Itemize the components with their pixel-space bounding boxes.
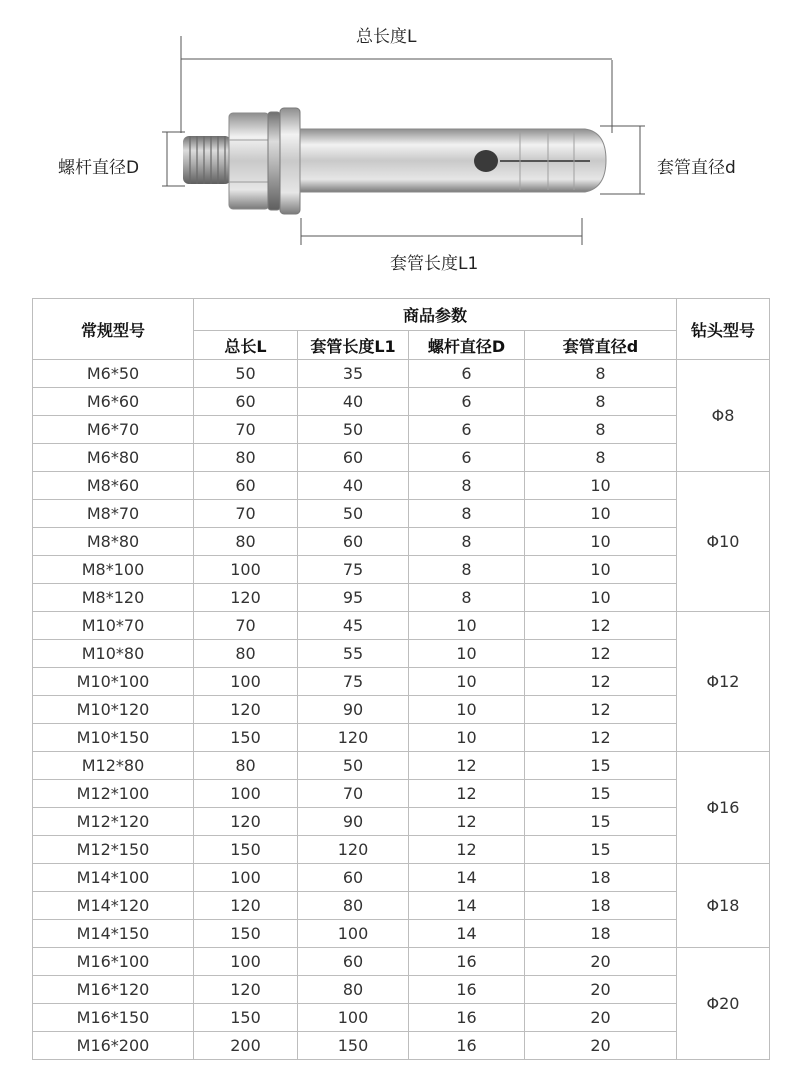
model-cell: M6*50 [33, 360, 194, 388]
drill-cell: Φ8 [677, 360, 770, 472]
sleeve-length-cell: 75 [298, 556, 409, 584]
sleeve-length-cell: 40 [298, 388, 409, 416]
screw-diameter-cell: 14 [409, 864, 525, 892]
table-row [33, 1004, 770, 1032]
sleeve-diameter-cell: 15 [525, 836, 677, 864]
sleeve-diameter-cell: 12 [525, 668, 677, 696]
sleeve-length-cell: 100 [298, 1004, 409, 1032]
screw-diameter-cell: 10 [409, 724, 525, 752]
sleeve-length-cell: 60 [298, 528, 409, 556]
sleeve-diameter-cell: 8 [525, 360, 677, 388]
sleeve-diameter-cell: 12 [525, 640, 677, 668]
model-cell: M10*70 [33, 612, 194, 640]
sleeve-diameter-cell: 20 [525, 948, 677, 976]
sleeve-length-cell: 120 [298, 836, 409, 864]
total-length-cell: 80 [194, 640, 298, 668]
total-length-cell: 60 [194, 388, 298, 416]
drill-cell: Φ10 [677, 472, 770, 612]
total-length-cell: 70 [194, 416, 298, 444]
header-sleeve-diameter: 套管直径d [525, 331, 677, 360]
sleeve-length-cell: 60 [298, 444, 409, 472]
sleeve-length-cell: 150 [298, 1032, 409, 1060]
screw-diameter-cell: 10 [409, 668, 525, 696]
sleeve-length-cell: 80 [298, 976, 409, 1004]
sleeve-diameter-cell: 12 [525, 724, 677, 752]
table-row [33, 752, 770, 780]
model-cell: M10*150 [33, 724, 194, 752]
sleeve-length-label: 套管长度L1 [390, 254, 479, 274]
header-drill: 钻头型号 [677, 299, 770, 360]
table-row [33, 360, 770, 388]
screw-diameter-cell: 12 [409, 752, 525, 780]
screw-diameter-cell: 12 [409, 836, 525, 864]
sleeve-length-cell: 55 [298, 640, 409, 668]
total-length-cell: 100 [194, 864, 298, 892]
sleeve-diameter-cell: 10 [525, 528, 677, 556]
table-row [33, 976, 770, 1004]
screw-diameter-cell: 8 [409, 584, 525, 612]
sleeve-length-cell: 60 [298, 948, 409, 976]
total-length-cell: 50 [194, 360, 298, 388]
total-length-cell: 80 [194, 752, 298, 780]
sleeve-diameter-cell: 10 [525, 556, 677, 584]
table-row [33, 444, 770, 472]
model-cell: M8*60 [33, 472, 194, 500]
screw-diameter-cell: 6 [409, 360, 525, 388]
screw-diameter-cell: 16 [409, 976, 525, 1004]
table-row [33, 696, 770, 724]
drill-cell: Φ16 [677, 752, 770, 864]
model-cell: M12*100 [33, 780, 194, 808]
total-length-cell: 70 [194, 500, 298, 528]
sleeve-diameter-cell: 18 [525, 892, 677, 920]
total-length-cell: 120 [194, 808, 298, 836]
sleeve-diameter-cell: 15 [525, 780, 677, 808]
model-cell: M16*150 [33, 1004, 194, 1032]
sleeve-length-cell: 90 [298, 808, 409, 836]
table-row [33, 808, 770, 836]
total-length-cell: 150 [194, 836, 298, 864]
sleeve-diameter-cell: 15 [525, 808, 677, 836]
total-length-label: 总长度L [356, 27, 417, 47]
sleeve-length-cell: 90 [298, 696, 409, 724]
screw-diameter-cell: 14 [409, 920, 525, 948]
total-length-cell: 80 [194, 444, 298, 472]
table-row [33, 388, 770, 416]
table-row [33, 528, 770, 556]
model-cell: M12*120 [33, 808, 194, 836]
table-row [33, 892, 770, 920]
screw-diameter-cell: 16 [409, 1032, 525, 1060]
header-sleeve-length: 套管长度L1 [298, 331, 409, 360]
model-cell: M12*150 [33, 836, 194, 864]
screw-diameter-cell: 8 [409, 500, 525, 528]
screw-diameter-cell: 16 [409, 1004, 525, 1032]
sleeve-length-cell: 75 [298, 668, 409, 696]
table-row [33, 640, 770, 668]
header-total-length: 总长L [194, 331, 298, 360]
sleeve-length-cell: 40 [298, 472, 409, 500]
table-row [33, 864, 770, 892]
table-row [33, 920, 770, 948]
total-length-cell: 150 [194, 920, 298, 948]
screw-diameter-label: 螺杆直径D [58, 158, 140, 178]
drill-cell: Φ18 [677, 864, 770, 948]
total-length-cell: 100 [194, 948, 298, 976]
screw-diameter-cell: 8 [409, 556, 525, 584]
model-cell: M10*120 [33, 696, 194, 724]
sleeve-diameter-cell: 12 [525, 612, 677, 640]
screw-diameter-cell: 10 [409, 696, 525, 724]
model-cell: M8*120 [33, 584, 194, 612]
table-row [33, 1032, 770, 1060]
total-length-cell: 150 [194, 724, 298, 752]
sleeve-length-cell: 45 [298, 612, 409, 640]
screw-diameter-cell: 14 [409, 892, 525, 920]
table-row [33, 556, 770, 584]
total-length-cell: 100 [194, 668, 298, 696]
table-row [33, 472, 770, 500]
table-row [33, 500, 770, 528]
header-row-group [33, 299, 770, 331]
model-cell: M16*120 [33, 976, 194, 1004]
model-cell: M8*70 [33, 500, 194, 528]
sleeve-length-cell: 80 [298, 892, 409, 920]
screw-diameter-cell: 6 [409, 388, 525, 416]
sleeve-diameter-cell: 20 [525, 1032, 677, 1060]
table-row [33, 780, 770, 808]
total-length-cell: 60 [194, 472, 298, 500]
spec-table-body [33, 360, 770, 1060]
screw-diameter-cell: 6 [409, 416, 525, 444]
sleeve-length-cell: 70 [298, 780, 409, 808]
model-cell: M8*80 [33, 528, 194, 556]
screw-diameter-cell: 10 [409, 640, 525, 668]
drill-cell: Φ20 [677, 948, 770, 1060]
total-length-cell: 150 [194, 1004, 298, 1032]
model-cell: M6*70 [33, 416, 194, 444]
total-length-cell: 100 [194, 556, 298, 584]
sleeve-diameter-cell: 20 [525, 976, 677, 1004]
model-cell: M16*100 [33, 948, 194, 976]
total-length-cell: 70 [194, 612, 298, 640]
sleeve-diameter-cell: 18 [525, 864, 677, 892]
table-row [33, 612, 770, 640]
total-length-cell: 120 [194, 892, 298, 920]
sleeve-diameter-cell: 10 [525, 472, 677, 500]
screw-diameter-cell: 8 [409, 472, 525, 500]
sleeve-diameter-cell: 8 [525, 416, 677, 444]
model-cell: M8*100 [33, 556, 194, 584]
sleeve-diameter-cell: 20 [525, 1004, 677, 1032]
sleeve-diameter-cell: 15 [525, 752, 677, 780]
model-cell: M14*150 [33, 920, 194, 948]
screw-diameter-cell: 6 [409, 444, 525, 472]
total-length-cell: 120 [194, 584, 298, 612]
sleeve-length-cell: 35 [298, 360, 409, 388]
screw-diameter-cell: 16 [409, 948, 525, 976]
header-screw-diameter: 螺杆直径D [409, 331, 525, 360]
sleeve-diameter-cell: 8 [525, 388, 677, 416]
sleeve-length-cell: 95 [298, 584, 409, 612]
table-row [33, 416, 770, 444]
sleeve-length-cell: 60 [298, 864, 409, 892]
sleeve-diameter-cell: 8 [525, 444, 677, 472]
screw-diameter-cell: 8 [409, 528, 525, 556]
model-cell: M6*60 [33, 388, 194, 416]
total-length-cell: 200 [194, 1032, 298, 1060]
spec-table [32, 298, 770, 1060]
total-length-cell: 80 [194, 528, 298, 556]
total-length-cell: 120 [194, 976, 298, 1004]
total-length-cell: 100 [194, 780, 298, 808]
sleeve-length-cell: 50 [298, 752, 409, 780]
sleeve-length-cell: 100 [298, 920, 409, 948]
model-cell: M14*100 [33, 864, 194, 892]
table-row [33, 948, 770, 976]
drill-cell: Φ12 [677, 612, 770, 752]
sleeve-length-cell: 50 [298, 500, 409, 528]
screw-diameter-cell: 12 [409, 780, 525, 808]
model-cell: M14*120 [33, 892, 194, 920]
model-cell: M10*100 [33, 668, 194, 696]
sleeve-diameter-cell: 10 [525, 500, 677, 528]
screw-diameter-cell: 12 [409, 808, 525, 836]
bolt-diagram [0, 0, 800, 290]
total-length-cell: 120 [194, 696, 298, 724]
model-cell: M6*80 [33, 444, 194, 472]
table-row [33, 724, 770, 752]
sleeve-diameter-label: 套管直径d [657, 158, 736, 178]
model-cell: M16*200 [33, 1032, 194, 1060]
table-row [33, 668, 770, 696]
sleeve-length-cell: 120 [298, 724, 409, 752]
header-params-group: 商品参数 [194, 299, 677, 331]
table-row [33, 584, 770, 612]
screw-diameter-cell: 10 [409, 612, 525, 640]
sleeve-diameter-cell: 12 [525, 696, 677, 724]
sleeve-diameter-cell: 18 [525, 920, 677, 948]
sleeve-diameter-cell: 10 [525, 584, 677, 612]
header-model: 常规型号 [33, 299, 194, 360]
model-cell: M10*80 [33, 640, 194, 668]
sleeve-length-cell: 50 [298, 416, 409, 444]
table-row [33, 836, 770, 864]
model-cell: M12*80 [33, 752, 194, 780]
